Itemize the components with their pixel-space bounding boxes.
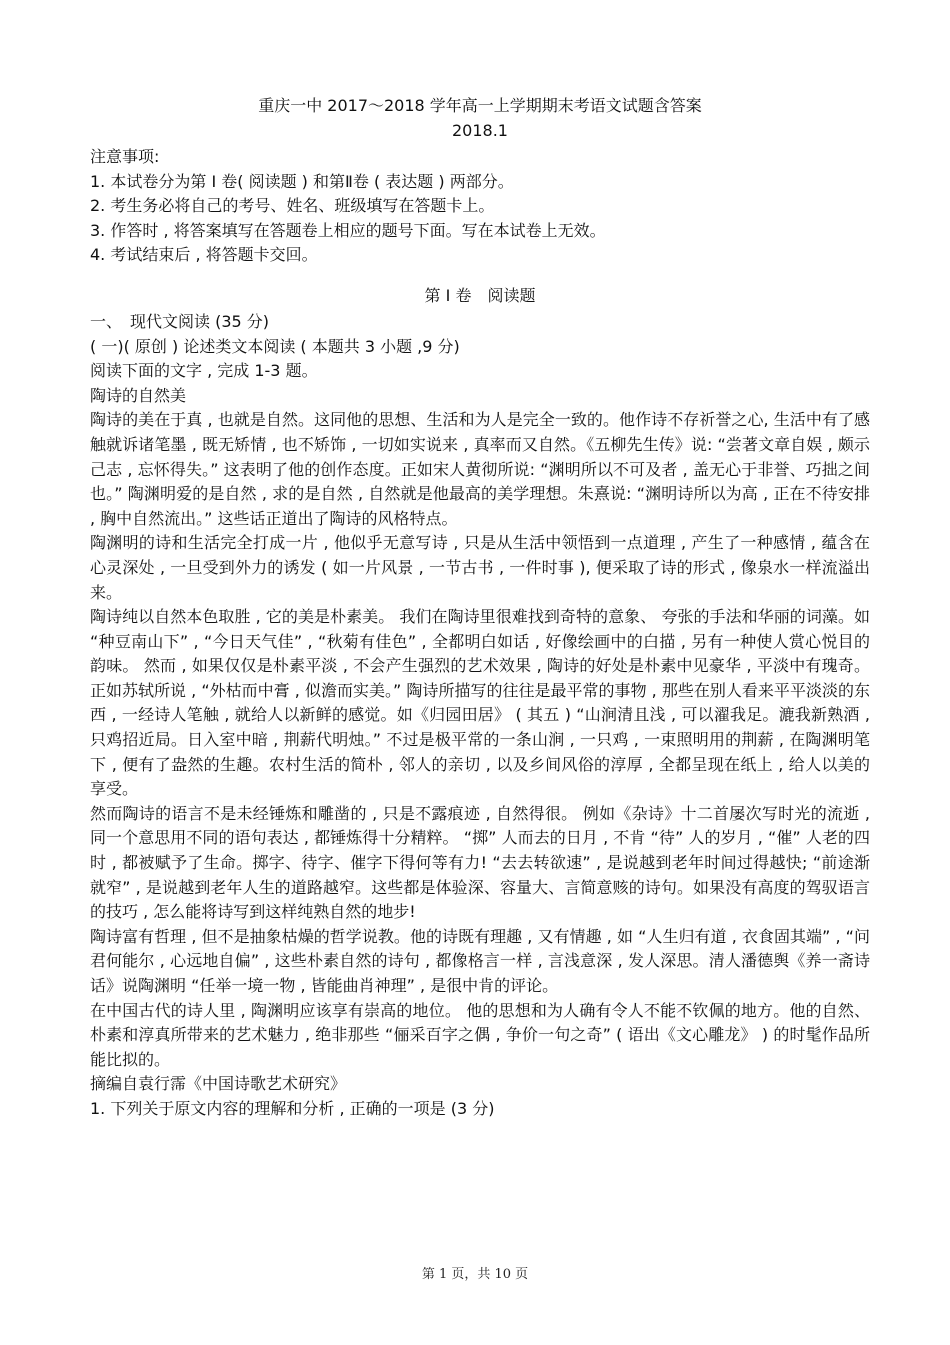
exam-date: 2018.1 <box>452 121 508 140</box>
note-item: 1. 本试卷分为第 Ⅰ 卷( 阅读题 ) 和第Ⅱ卷 ( 表达题 ) 两部分。 <box>90 171 514 191</box>
subpart-heading: ( 一)( 原创 ) 论述类文本阅读 ( 本题共 3 小题 ,9 分) <box>90 336 460 356</box>
article-paragraph: 陶诗的美在于真 , 也就是自然。这同他的思想、生活和为人是完全一致的。他作诗不存祈誉之心, 生活中有了感触就诉诸笔墨 , 既无矫情 , 也不矫饰 , 一切如实说来 , 真率而又自然。《五柳先生传》说: “尝著文章自娱 , 颇示己志 , 忘怀得失。” 这表明了他的创作态度。正如宋人黄彻所说: “渊明所以不可及者 , 盖无心于非誉、巧拙之间也。” 陶渊明爱的是自然 , 求的是自然 , 自然就是他最高的美学理想。朱熹说: “渊明诗所以为高 , 正在不待安排 , 胸中自然流出。” 这些话正道出了陶诗的风格特点。 <box>90 410 870 528</box>
article-paragraph: 陶渊明的诗和生活完全打成一片 , 他似乎无意写诗 , 只是从生活中领悟到一点道理 , 产生了一种感情 , 蕴含在心灵深处 , 一旦受到外力的诱发 ( 如一片风景 , 一节古书 , 一件时事 ), 便采取了诗的形式 , 像泉水一样流溢出来。 <box>90 533 870 602</box>
article-paragraph: 陶诗富有哲理 , 但不是抽象枯燥的哲学说教。他的诗既有理趣 , 又有情趣 , 如 “人生归有道 , 衣食固其端” , “问君何能尔 , 心远地自偏” , 这些朴素自然的诗句 , 都像格言一样 , 言浅意深 , 发人深思。清人潘德舆《养一斋诗话》说陶渊明 “任举一境一物 , 皆能曲肖神理” , 是很中肯的评论。 <box>90 926 870 995</box>
notes-heading: 注意事项: <box>90 147 160 166</box>
article-title: 陶诗的自然美 <box>90 385 187 405</box>
article-paragraph: 陶诗纯以自然本色取胜 , 它的美是朴素美。 我们在陶诗里很难找到奇特的意象、 夸张的手法和华丽的词藻。如 “种豆南山下” , “今日天气佳” , “秋菊有佳色” , 全都明白如话 , 好像绘画中的白描 , 另有一种使人赏心悦目的韵味。 然而 , 如果仅仅是朴素平淡 , 不会产生强烈的艺术效果 , 陶诗的好处是朴素中见豪华 , 平淡中有瑰奇。正如苏轼所说 , “外枯而中膏 , 似澹而实美。” 陶诗所描写的往往是最平常的事物 , 那些在别人看来平平淡淡的东西 , 一经诗人笔触 , 就给人以新鲜的感觉。如《归园田居》 ( 其五 ) “山涧清且浅 , 可以濯我足。漉我新熟酒 , 只鸡招近局。日入室中暗 , 荆薪代明烛。” 不过是极平常的一条山涧 , 一只鸡 , 一束照明用的荆薪 , 在陶渊明笔下 , 便有了盎然的生趣。农村生活的简朴 , 邻人的亲切 , 以及乡间风俗的淳厚 , 全都呈现在纸上 , 给人以美的享受。 <box>90 607 870 799</box>
note-item: 3. 作答时 , 将答案填写在答题卷上相应的题号下面。写在本试卷上无效。 <box>90 220 606 240</box>
page-content <box>90 93 870 1122</box>
exam-title: 重庆一中 2017～2018 学年高一上学期期末考语文试题含答案 <box>258 96 702 115</box>
article-paragraph: 然而陶诗的语言不是未经锤炼和雕凿的 , 只是不露痕迹 , 自然得很。 例如《杂诗》十二首屡次写时光的流逝 , 同一个意思用不同的语句表达 , 都锤炼得十分精粹。 “掷” 人而去的日月 , 不肯 “待” 人的岁月 , “催” 人老的四时 , 都被赋予了生命。掷字、待字、催字下得何等有力! “去去转欲速” , 是说越到老年时间过得越快; “前途渐就窄” , 是说越到老年人生的道路越窄。这些都是体验深、容量大、言简意赅的诗句。如果没有高度的驾驭语言的技巧 , 怎么能将诗写到这样纯熟自然的地步! <box>90 803 870 922</box>
note-item: 4. 考试结束后 , 将答题卡交回。 <box>90 245 318 265</box>
note-item: 2. 考生务必将自己的考号、姓名、班级填写在答题卡上。 <box>90 196 495 216</box>
article-paragraph: 在中国古代的诗人里 , 陶渊明应该享有崇高的地位。 他的思想和为人确有令人不能不钦佩的地方。他的自然、朴素和淳真所带来的艺术魅力 , 绝非那些 “俪采百字之偶 , 争价一句之奇” ( 语出《文心雕龙》 ) 的时髦作品所能比拟的。 <box>90 1000 870 1069</box>
reading-instruction: 阅读下面的文字 , 完成 1-3 题。 <box>90 361 318 381</box>
part-heading: 一、 现代文阅读 (35 分) <box>90 311 270 331</box>
article-source: 摘编自袁行霈《中国诗歌艺术研究》 <box>90 1074 347 1094</box>
question-1: 1. 下列关于原文内容的理解和分析 , 正确的一项是 (3 分) <box>90 1098 495 1118</box>
page-footer: 第 1 页，共 10 页 <box>421 1267 529 1282</box>
section-title: 第 Ⅰ 卷 阅读题 <box>424 285 536 305</box>
